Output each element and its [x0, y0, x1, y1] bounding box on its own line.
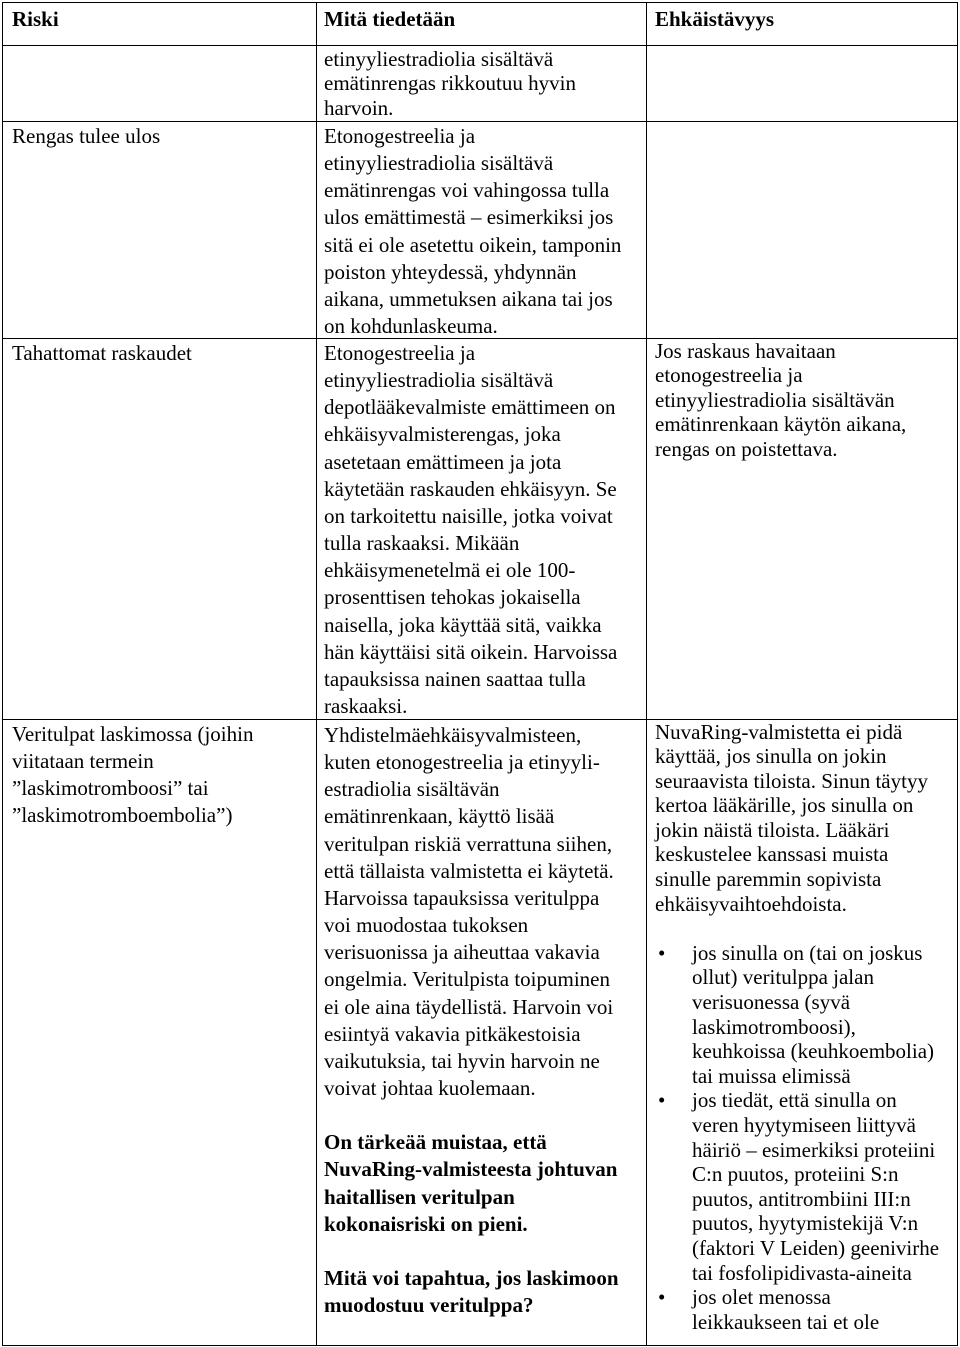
list-item-text: jos sinulla on (tai on joskus ollut) veritulppa jalan verisuonessa (syvä laskimotromboosi), keuhkoissa (keuhkoembolia) tai muissa elimissä	[692, 940, 935, 1088]
cell-known-venous-thrombosis	[324, 722, 619, 1319]
header-divider	[2, 45, 958, 46]
header-prevention: Ehkäistävyys	[655, 7, 775, 31]
section-question: Mitä voi tapahtua, jos laskimoon muodostuu veritulppa?	[324, 1266, 619, 1318]
list-item	[655, 941, 939, 1089]
table-border-bottom	[2, 1345, 958, 1346]
header-risk: Riski	[12, 7, 59, 31]
column-divider	[646, 2, 647, 1346]
list-item-text: jos tiedät, että sinulla on veren hyytymiseen liittyvä häiriö – esimerkiksi proteiini C:n puutos, proteiini S:n puutos, antitrombiini III:n puutos, hyytymistekijä V:n (faktori V Leiden) geenivirhe tai fosfolipidivasta-aineita	[692, 1088, 940, 1285]
bullet-icon	[658, 941, 665, 966]
header-known: Mitä tiedetään	[324, 7, 456, 31]
table-border-left	[2, 2, 3, 1346]
cell-prevention-unintended-pregnancy: Jos raskaus havaitaan etonogestreelia ja etinyyliestradiolia sisältävän emätinrenkaan käytön aikana, rengas on poistettava.	[655, 338, 907, 461]
cell-prevention-venous-thrombosis	[655, 720, 939, 1335]
bullet-icon	[658, 1088, 665, 1113]
row-divider	[2, 121, 958, 122]
bullet-icon	[658, 1285, 665, 1310]
column-divider	[316, 2, 317, 1346]
cell-risk-venous-thrombosis: Veritulpat laskimossa (joihin viitataan termein ”laskimotromboosi” tai ”laskimotromboembolia”)	[12, 722, 254, 828]
cell-risk-unintended-pregnancy: Tahattomat raskaudet	[12, 341, 192, 365]
contraindication-intro: NuvaRing-valmistetta ei pidä käyttää, jos sinulla on jokin seuraavista tiloista. Sinun täytyy kertoa lääkärille, jos sinulla on jokin näistä tiloista. Lääkäri keskustelee kanssasi muista sinulle paremmin sopivista ehkäisyvaihtoehdoista.	[655, 719, 928, 916]
cell-known-ring-breaking: etinyyliestradiolia sisältävä emätinrengas rikkoutuu hyvin harvoin.	[324, 47, 576, 120]
contraindication-list	[655, 941, 939, 1335]
list-item-text: jos olet menossa leikkaukseen tai et ole	[692, 1285, 880, 1334]
cell-known-unintended-pregnancy: Etonogestreelia ja etinyyliestradiolia sisältävä depotlääkevalmiste emättimeen on ehkäisyvalmisterengas, joka asetetaan emättimeen ja jota käytetään raskauden ehkäisyyn. Se on tarkoitettu naisille, jotka voivat tulla raskaaksi. Mikään ehkäisymenetelmä ei ole 100- prosenttisen tehokas jokaisella naisella, joka käyttää sitä, vaikka hän käyttäisi sitä oikein. Harvoissa tapauksissa nainen saattaa tulla raskaaksi.	[324, 341, 618, 719]
list-item	[655, 1088, 939, 1285]
table-border-top	[2, 2, 958, 3]
table-border-right	[957, 2, 958, 1346]
thrombosis-paragraph: Yhdistelmäehkäisyvalmisteen, kuten etonogestreelia ja etinyyli- estradiolia sisältävän emätinrenkaan, käyttö lisää veritulpan riskiä verrattuna siihen, että tällaista valmistetta ei käytetä. Harvoissa tapauksissa veritulppa voi muodostaa tukoksen verisuonissa ja aiheuttaa vakavia ongelmia. Veritulpista toipuminen ei ole aina täydellistä. Harvoin voi esiintyä vakavia pitkäkestoisia vaikutuksia, tai hyvin harvoin ne voivat johtaa kuolemaan.	[324, 723, 614, 1101]
cell-known-ring-expulsion: Etonogestreelia ja etinyyliestradiolia sisältävä emätinrengas voi vahingossa tulla ulos emättimestä – esimerkiksi jos sitä ei ole asetettu oikein, tamponin poiston yhteydessä, yhdynnän aikana, ummetuksen aikana tai jos on kohdunlaskeuma.	[324, 124, 622, 339]
cell-risk-ring-expulsion: Rengas tulee ulos	[12, 124, 161, 148]
important-note: On tärkeää muistaa, että NuvaRing-valmisteesta johtuvan haitallisen veritulpan kokonaisriski on pieni.	[324, 1130, 618, 1236]
list-item	[655, 1285, 939, 1334]
